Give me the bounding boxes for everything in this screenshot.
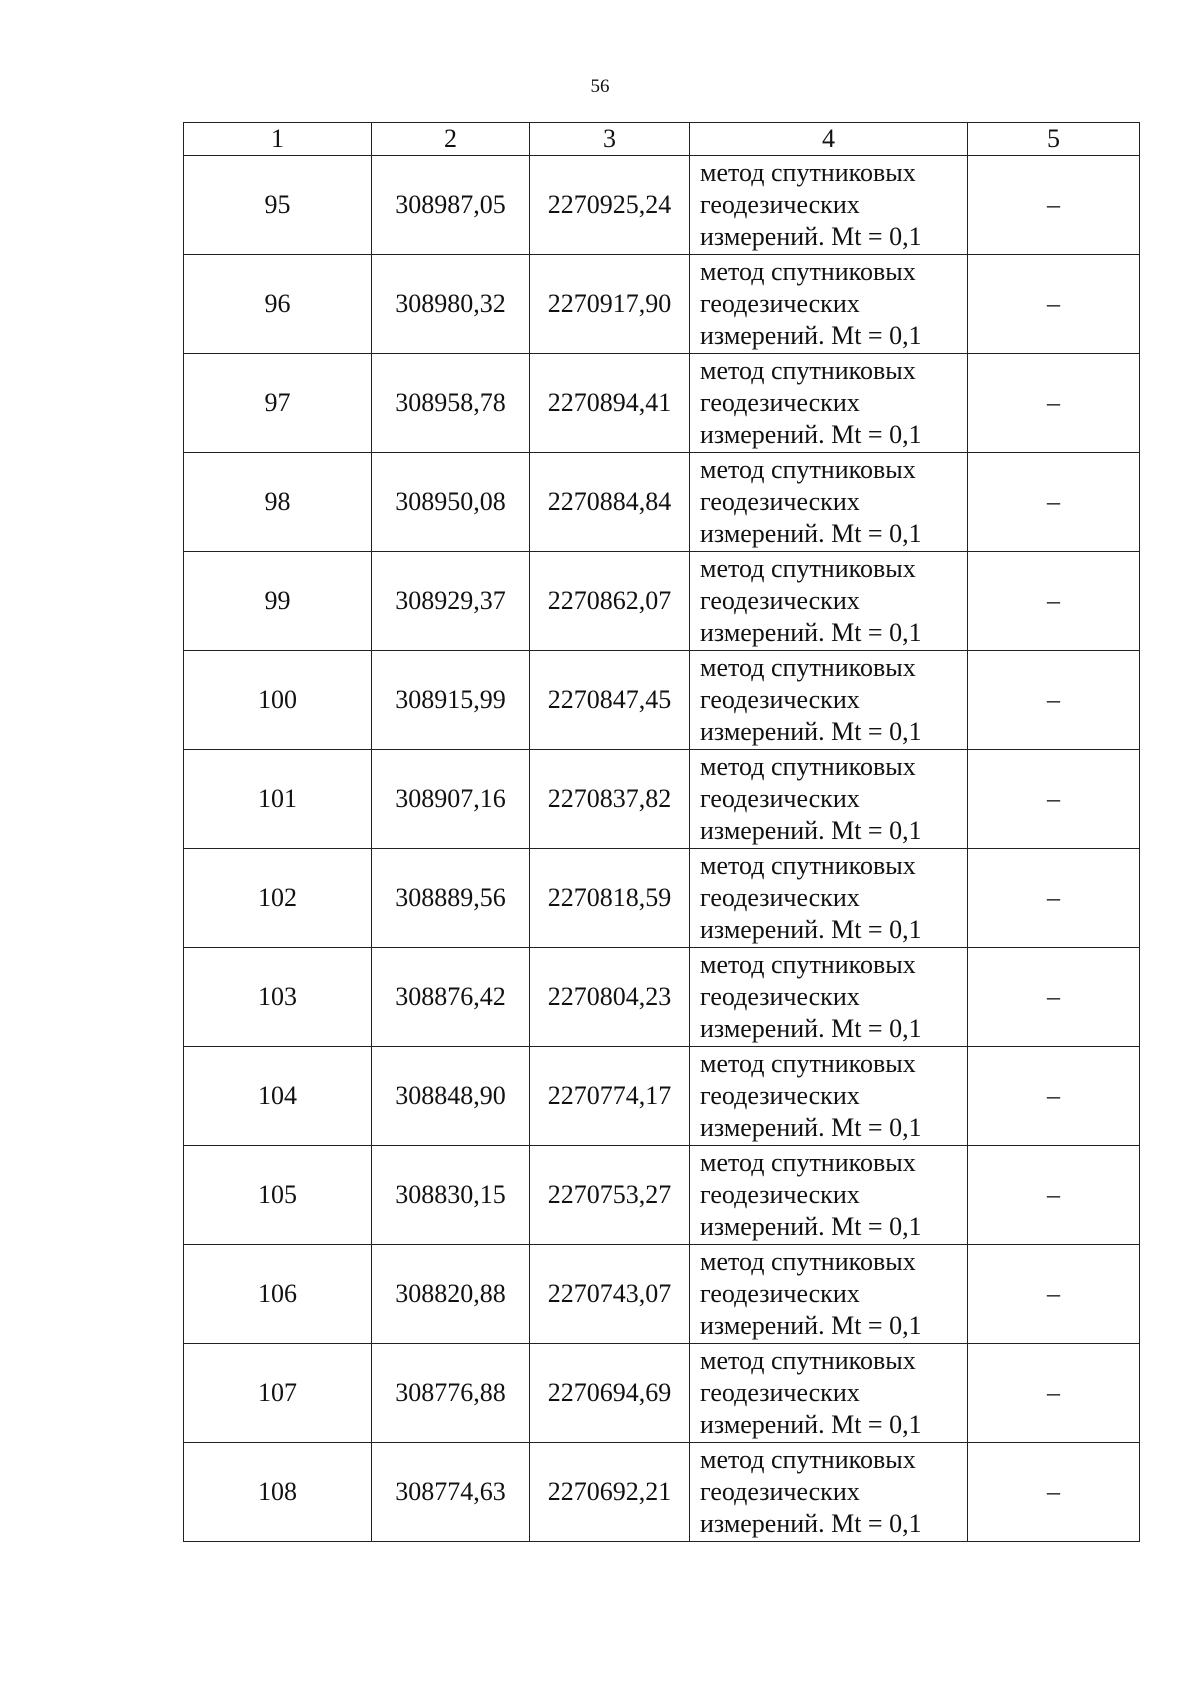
x-coordinate-cell: 308950,08: [372, 453, 530, 552]
method-text-line: метод спутниковых: [700, 1247, 916, 1276]
method-text-line: геодезических: [700, 685, 860, 714]
table-row: [184, 651, 1140, 750]
method-cell: [690, 948, 968, 1047]
x-coordinate-cell: 308907,16: [372, 750, 530, 849]
method-text-line: измерений. Mt = 0,1: [700, 420, 922, 449]
method-text-line: измерений. Mt = 0,1: [700, 915, 922, 944]
method-cell: [690, 156, 968, 255]
note-cell: –: [968, 453, 1140, 552]
method-cell: [690, 849, 968, 948]
y-coordinate-cell: 2270753,27: [530, 1146, 690, 1245]
table-header-row: [184, 123, 1140, 156]
method-text-line: измерений. Mt = 0,1: [700, 1509, 922, 1538]
coordinates-table: [183, 122, 1140, 1542]
column-header-1: 1: [184, 123, 372, 156]
method-cell: [690, 1344, 968, 1443]
y-coordinate-cell: 2270837,82: [530, 750, 690, 849]
note-cell: –: [968, 1344, 1140, 1443]
y-coordinate-cell: 2270694,69: [530, 1344, 690, 1443]
method-text-line: измерений. Mt = 0,1: [700, 222, 922, 251]
method-text-line: измерений. Mt = 0,1: [700, 816, 922, 845]
column-header-2: 2: [372, 123, 530, 156]
x-coordinate-cell: 308774,63: [372, 1443, 530, 1542]
table-row: [184, 255, 1140, 354]
y-coordinate-cell: 2270743,07: [530, 1245, 690, 1344]
table-row: [184, 1245, 1140, 1344]
method-text-line: геодезических: [700, 388, 860, 417]
method-text-line: измерений. Mt = 0,1: [700, 1014, 922, 1043]
method-cell: [690, 1443, 968, 1542]
method-text-line: геодезических: [700, 883, 860, 912]
x-coordinate-cell: 308848,90: [372, 1047, 530, 1146]
method-text-line: геодезических: [700, 190, 860, 219]
table-row: [184, 849, 1140, 948]
table-body: [184, 156, 1140, 1542]
point-number-cell: 105: [184, 1146, 372, 1245]
note-cell: –: [968, 849, 1140, 948]
point-number-cell: 104: [184, 1047, 372, 1146]
method-cell: [690, 1047, 968, 1146]
note-cell: –: [968, 1146, 1140, 1245]
method-text-line: измерений. Mt = 0,1: [700, 1113, 922, 1142]
method-text-line: метод спутниковых: [700, 1049, 916, 1078]
note-cell: –: [968, 948, 1140, 1047]
method-cell: [690, 255, 968, 354]
y-coordinate-cell: 2270925,24: [530, 156, 690, 255]
method-text-line: измерений. Mt = 0,1: [700, 519, 922, 548]
note-cell: –: [968, 156, 1140, 255]
y-coordinate-cell: 2270884,84: [530, 453, 690, 552]
table-row: [184, 1146, 1140, 1245]
table-row: [184, 750, 1140, 849]
x-coordinate-cell: 308889,56: [372, 849, 530, 948]
x-coordinate-cell: 308915,99: [372, 651, 530, 750]
method-text-line: метод спутниковых: [700, 1445, 916, 1474]
method-text-line: метод спутниковых: [700, 356, 916, 385]
method-text-line: геодезических: [700, 1180, 860, 1209]
table-row: [184, 948, 1140, 1047]
point-number-cell: 103: [184, 948, 372, 1047]
x-coordinate-cell: 308929,37: [372, 552, 530, 651]
point-number-cell: 95: [184, 156, 372, 255]
x-coordinate-cell: 308958,78: [372, 354, 530, 453]
method-text-line: метод спутниковых: [700, 1346, 916, 1375]
point-number-cell: 97: [184, 354, 372, 453]
table-row: [184, 1047, 1140, 1146]
method-text-line: измерений. Mt = 0,1: [700, 1212, 922, 1241]
note-cell: –: [968, 552, 1140, 651]
note-cell: –: [968, 750, 1140, 849]
method-text-line: геодезических: [700, 1477, 860, 1506]
x-coordinate-cell: 308876,42: [372, 948, 530, 1047]
method-text-line: геодезических: [700, 1081, 860, 1110]
point-number-cell: 99: [184, 552, 372, 651]
y-coordinate-cell: 2270818,59: [530, 849, 690, 948]
note-cell: –: [968, 1047, 1140, 1146]
method-text-line: геодезических: [700, 487, 860, 516]
column-header-3: 3: [530, 123, 690, 156]
note-cell: –: [968, 1245, 1140, 1344]
method-text-line: метод спутниковых: [700, 158, 916, 187]
point-number-cell: 107: [184, 1344, 372, 1443]
method-text-line: метод спутниковых: [700, 257, 916, 286]
note-cell: –: [968, 1443, 1140, 1542]
method-cell: [690, 453, 968, 552]
coordinates-table-container: [183, 122, 1139, 1542]
method-text-line: метод спутниковых: [700, 950, 916, 979]
x-coordinate-cell: 308820,88: [372, 1245, 530, 1344]
table-row: [184, 156, 1140, 255]
y-coordinate-cell: 2270804,23: [530, 948, 690, 1047]
method-text-line: измерений. Mt = 0,1: [700, 1410, 922, 1439]
method-cell: [690, 1146, 968, 1245]
column-header-4: 4: [690, 123, 968, 156]
method-text-line: геодезических: [700, 784, 860, 813]
x-coordinate-cell: 308987,05: [372, 156, 530, 255]
y-coordinate-cell: 2270774,17: [530, 1047, 690, 1146]
method-text-line: метод спутниковых: [700, 752, 916, 781]
method-text-line: геодезических: [700, 1378, 860, 1407]
y-coordinate-cell: 2270847,45: [530, 651, 690, 750]
point-number-cell: 100: [184, 651, 372, 750]
y-coordinate-cell: 2270692,21: [530, 1443, 690, 1542]
y-coordinate-cell: 2270917,90: [530, 255, 690, 354]
column-header-5: 5: [968, 123, 1140, 156]
method-text-line: метод спутниковых: [700, 1148, 916, 1177]
method-text-line: измерений. Mt = 0,1: [700, 717, 922, 746]
point-number-cell: 102: [184, 849, 372, 948]
x-coordinate-cell: 308830,15: [372, 1146, 530, 1245]
page-number: 56: [590, 76, 610, 97]
x-coordinate-cell: 308776,88: [372, 1344, 530, 1443]
method-text-line: геодезических: [700, 586, 860, 615]
method-text-line: метод спутниковых: [700, 851, 916, 880]
point-number-cell: 106: [184, 1245, 372, 1344]
method-cell: [690, 552, 968, 651]
method-text-line: метод спутниковых: [700, 455, 916, 484]
note-cell: –: [968, 651, 1140, 750]
method-text-line: измерений. Mt = 0,1: [700, 321, 922, 350]
table-row: [184, 1344, 1140, 1443]
method-text-line: измерений. Mt = 0,1: [700, 1311, 922, 1340]
y-coordinate-cell: 2270862,07: [530, 552, 690, 651]
table-header: [184, 123, 1140, 156]
method-text-line: метод спутниковых: [700, 554, 916, 583]
method-text-line: геодезических: [700, 982, 860, 1011]
method-text-line: геодезических: [700, 1279, 860, 1308]
table-row: [184, 354, 1140, 453]
method-text-line: метод спутниковых: [700, 653, 916, 682]
method-text-line: измерений. Mt = 0,1: [700, 618, 922, 647]
point-number-cell: 96: [184, 255, 372, 354]
y-coordinate-cell: 2270894,41: [530, 354, 690, 453]
method-cell: [690, 651, 968, 750]
point-number-cell: 101: [184, 750, 372, 849]
point-number-cell: 98: [184, 453, 372, 552]
table-row: [184, 453, 1140, 552]
table-row: [184, 1443, 1140, 1542]
note-cell: –: [968, 255, 1140, 354]
method-cell: [690, 354, 968, 453]
method-cell: [690, 750, 968, 849]
note-cell: –: [968, 354, 1140, 453]
x-coordinate-cell: 308980,32: [372, 255, 530, 354]
method-cell: [690, 1245, 968, 1344]
point-number-cell: 108: [184, 1443, 372, 1542]
table-row: [184, 552, 1140, 651]
method-text-line: геодезических: [700, 289, 860, 318]
